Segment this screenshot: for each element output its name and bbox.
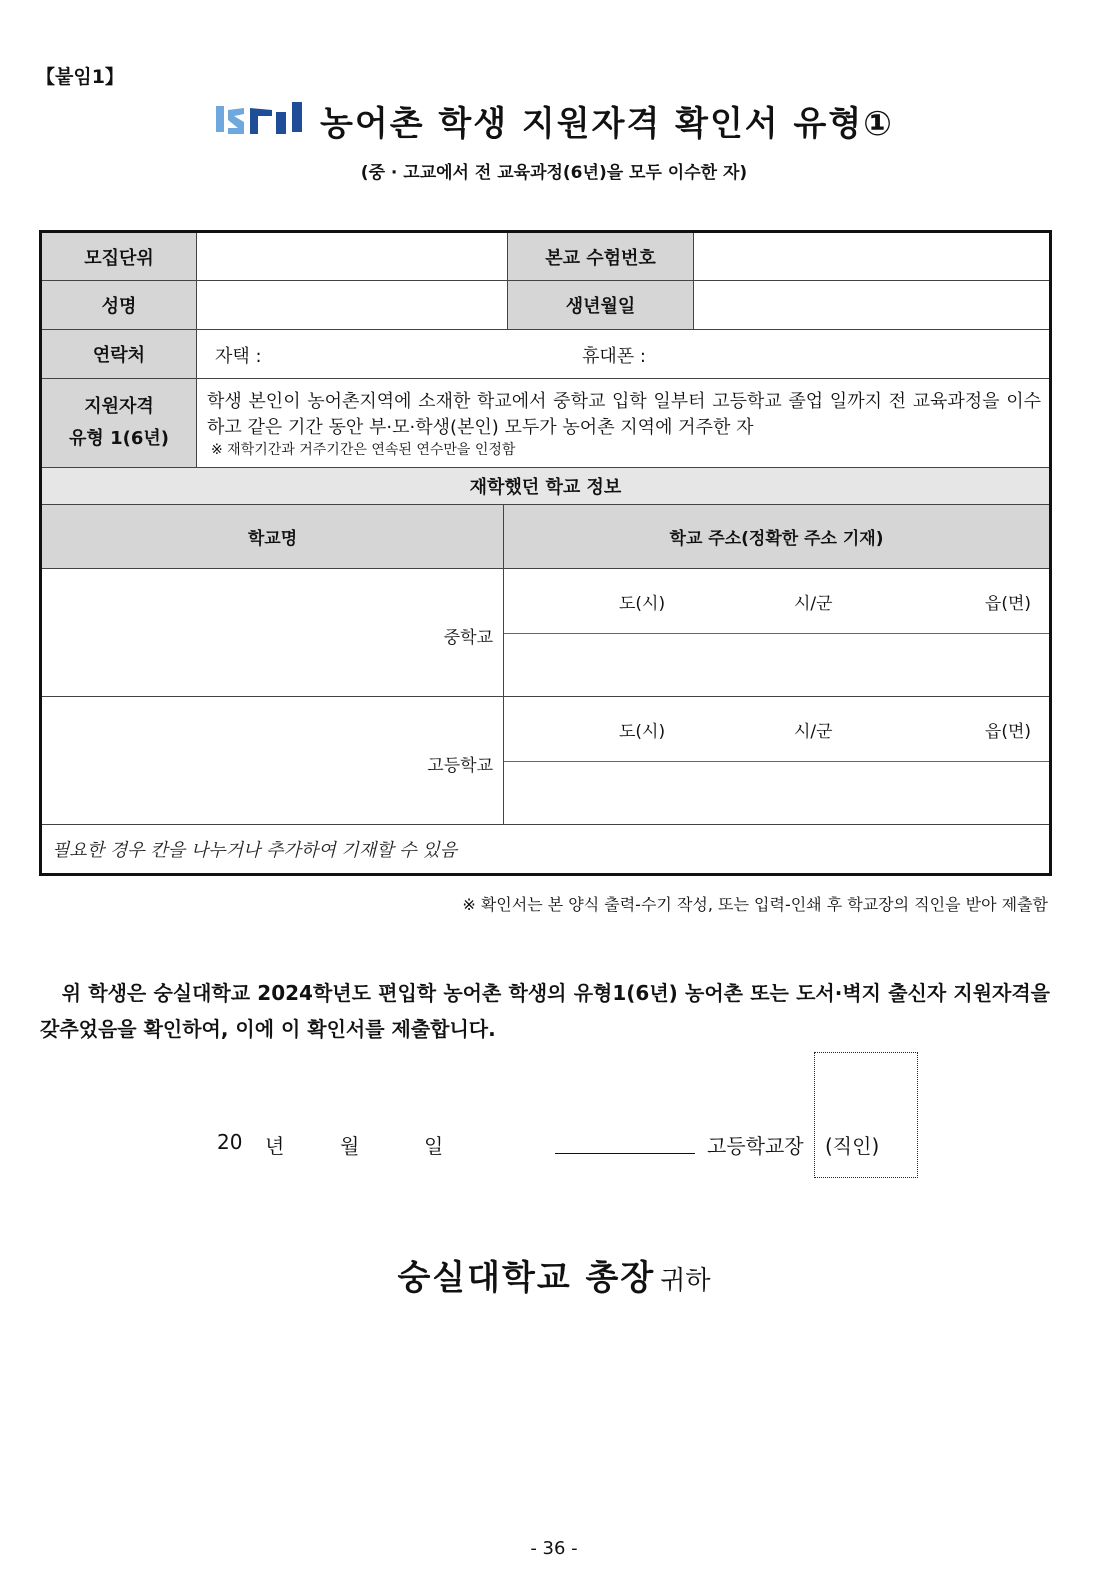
page-subtitle: (중 · 고교에서 전 교육과정(6년)을 모두 이수한 자) xyxy=(360,163,748,183)
school-address-header: 학교 주소(정확한 주소 기재) xyxy=(504,505,1051,569)
middle-school-address-field[interactable] xyxy=(504,569,1051,697)
declaration-text xyxy=(40,975,1050,1047)
home-phone-label: 자택 : xyxy=(215,346,262,367)
addr-si-label: 시/군 xyxy=(794,722,833,742)
principal-label: 고등학교장 xyxy=(707,1134,804,1158)
seal-box xyxy=(814,1052,918,1178)
application-form-table xyxy=(39,230,1052,876)
addr-do-label: 도(시) xyxy=(619,594,666,614)
mobile-label: 휴대폰 : xyxy=(582,346,646,367)
high-school-address-line2[interactable] xyxy=(504,762,1049,824)
birthdate-label: 생년월일 xyxy=(508,281,694,330)
attachment-label: 【붙임1】 xyxy=(36,66,124,88)
contact-field[interactable] xyxy=(197,330,1051,379)
birthdate-field[interactable] xyxy=(694,281,1051,330)
qualification-note: ※ 재학기간과 거주기간은 연속된 연수만을 인정함 xyxy=(211,442,516,458)
high-school-address-line1 xyxy=(504,697,1049,762)
qualification-description xyxy=(197,379,1051,468)
middle-school-name-field[interactable] xyxy=(41,569,504,697)
middle-school-address-line1 xyxy=(504,569,1049,634)
table-footnote: 필요한 경우 칸을 나누거나 추가하여 기재할 수 있음 xyxy=(41,825,1051,875)
addr-eup-label: 읍(면) xyxy=(984,722,1031,742)
unit-label: 모집단위 xyxy=(41,232,197,281)
exam-number-label: 본교 수험번호 xyxy=(508,232,694,281)
school-name-blank[interactable] xyxy=(555,1153,695,1154)
addressee-suffix: 귀하 xyxy=(660,1266,711,1296)
contact-label: 연락처 xyxy=(41,330,197,379)
submission-notice: ※ 확인서는 본 양식 출력-수기 작성, 또는 입력-인쇄 후 학교장의 직인을 받아 제출함 xyxy=(462,895,1048,914)
page-number: - 36 - xyxy=(530,1538,578,1559)
page-title: 농어촌 학생 지원자격 확인서 유형① xyxy=(320,103,894,144)
qualification-text: 학생 본인이 농어촌지역에 소재한 학교에서 중학교 입학 일부터 고등학교 졸업 일까지 전 교육과정을 이수하고 같은 기간 동안 부·모·학생(본인) 모두가 농어촌 지역에 거주한 자 xyxy=(207,391,1041,438)
high-school-address-field[interactable] xyxy=(504,697,1051,825)
seal-label: (직인) xyxy=(825,1134,880,1158)
middle-school-label: 중학교 xyxy=(443,628,493,648)
middle-school-address-line2[interactable] xyxy=(504,634,1049,696)
name-field[interactable] xyxy=(197,281,508,330)
high-school-name-field[interactable] xyxy=(41,697,504,825)
addr-si-label: 시/군 xyxy=(794,594,833,614)
declaration-body: 위 학생은 숭실대학교 2024학년도 편입학 농어촌 학생의 유형1(6년) 농어촌 또는 도서·벽지 출신자 지원자격을 갖추었음을 확인하여, 이에 이 확인서를 제출합니다. xyxy=(40,981,1050,1041)
name-label: 성명 xyxy=(41,281,197,330)
ssu-logo-icon xyxy=(214,100,306,140)
date-month-label: 월 xyxy=(340,1134,360,1158)
date-year-label: 년 xyxy=(265,1134,285,1158)
exam-number-field[interactable] xyxy=(694,232,1051,281)
school-name-header: 학교명 xyxy=(41,505,504,569)
qualification-label xyxy=(41,379,197,468)
high-school-label: 고등학교 xyxy=(427,756,493,776)
addressee-main: 숭실대학교 총장 xyxy=(397,1258,656,1298)
title-row xyxy=(0,92,1108,148)
date-year-prefix: 20 xyxy=(217,1130,243,1154)
addr-do-label: 도(시) xyxy=(619,722,666,742)
unit-field[interactable] xyxy=(197,232,508,281)
addressee xyxy=(0,1250,1108,1299)
addr-eup-label: 읍(면) xyxy=(984,594,1031,614)
qualification-label-line1: 지원자격 xyxy=(84,396,154,417)
school-info-title: 재학했던 학교 정보 xyxy=(41,468,1051,505)
qualification-label-line2: 유형 1(6년) xyxy=(69,428,169,449)
date-day-label: 일 xyxy=(424,1134,444,1158)
